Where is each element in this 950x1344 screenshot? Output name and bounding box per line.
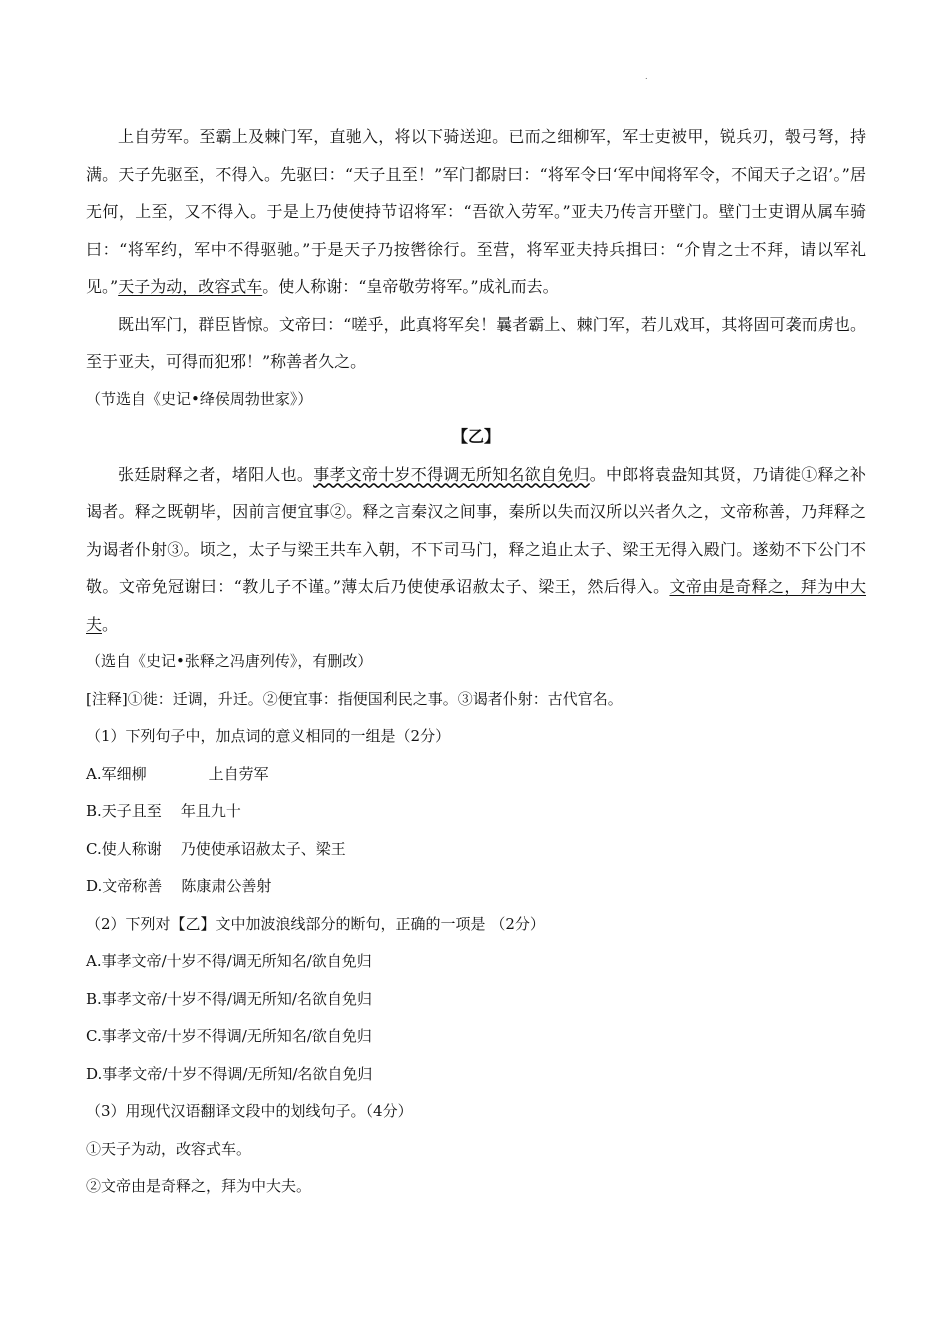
question-1-option-d: D.文帝称善 陈康肃公善射 [86, 877, 272, 895]
jia-p1-text: 上自劳军。至霸上及棘门军，直驰入，将以下骑送迎。已而之细柳军，军士吏被甲，锐兵刃，彀弓弩，持满。天子先驱至，不得入。先驱曰：“天子且至！”军门都尉曰：“将军令曰‘军中闻将军令，不闻天子之诏’。”居无何，上至，又不得入。于是上乃使使持节诏将军：“吾欲入劳军。”亚夫乃传言开壁门。壁门士吏谓从属车骑曰：“将军约，军中不得驱驰。”于是天子乃按辔徐行。至营，将军亚夫持兵揖曰：“介胄之士不拜，请以军礼见。” [86, 127, 866, 296]
yi-p1-text-end: 。 [102, 614, 119, 634]
question-1-stem: （1）下列句子中，加点词的意义相同的一组是（2分） [86, 727, 451, 745]
yi-underlined-sentence: 文帝由是奇释之，拜为中大夫 [86, 577, 866, 634]
yi-source: （选自《史记•张释之冯唐列传》，有删改） [86, 652, 373, 670]
question-2-option-c: C.事孝文帝/十岁不得调/无所知名/欲自免归 [86, 1027, 372, 1045]
question-3-item-1: ①天子为动，改容式车。 [86, 1139, 252, 1158]
page-marker: . [645, 72, 648, 81]
question-2-option-d: D.事孝文帝/十岁不得调/无所知/名欲自免归 [86, 1064, 373, 1083]
yi-paragraph [86, 456, 866, 644]
question-2-stem: （2）下列对【乙】文中加波浪线部分的断句，正确的一项是 （2分） [86, 914, 545, 933]
yi-wavy-sentence: 事孝文帝十岁不得调无所知名欲自免归 [313, 464, 590, 484]
jia-underlined-sentence: 天子为动，改容式车 [118, 277, 263, 296]
jia-paragraph-1 [86, 118, 866, 306]
jia-source: （节选自《史记•绛侯周勃世家》） [86, 389, 313, 408]
question-2-option-a: A.事孝文帝/十岁不得/调无所知名/欲自免归 [86, 952, 372, 970]
question-2-option-b: B.事孝文帝/十岁不得/调无所知/名欲自免归 [86, 989, 372, 1008]
yi-p1-text: 张廷尉释之者，堵阳人也。 [118, 464, 314, 484]
question-1-option-b: B.天子且至 年且九十 [86, 802, 241, 820]
notes: [注释]①徙：迁调，升迁。②便宜事：指便国利民之事。③谒者仆射：古代官名。 [86, 689, 623, 708]
jia-p1-text-end: 。使人称谢：“皇帝敬劳将军。”成礼而去。 [262, 277, 559, 296]
question-1-option-c: C.使人称谢 乃使使承诏赦太子、梁王 [86, 839, 346, 858]
question-3-item-2: ②文帝由是奇释之，拜为中大夫。 [86, 1177, 312, 1195]
jia-paragraph-2: 既出军门，群臣皆惊。文帝曰：“嗟乎，此真将军矣！曩者霸上、棘门军，若儿戏耳，其将固可袭而虏也。至于亚夫，可得而犯邪！”称善者久之。 [86, 314, 866, 371]
question-1-option-a: A.军细柳 上自劳军 [86, 764, 269, 783]
yi-heading: 【乙】 [451, 427, 500, 446]
question-3-stem: （3）用现代汉语翻译文段中的划线句子。（4分） [86, 1102, 413, 1120]
yi-p1-text-mid: 。中郎将袁盎知其贤，乃请徙①释之补谒者。释之既朝毕，因前言便宜事②。释之言秦汉之间事，秦所以失而汉所以兴者久之，文帝称善，乃拜释之为谒者仆射③。顷之，太子与梁王共车入朝，不下司马门，释之追止太子、梁王无得入殿门。遂劾不下公门不敬。文帝免冠谢曰：“教儿子不谨。”薄太后乃使使承诏赦太子、梁王，然后得入。 [86, 464, 866, 596]
document-page [86, 118, 866, 1206]
